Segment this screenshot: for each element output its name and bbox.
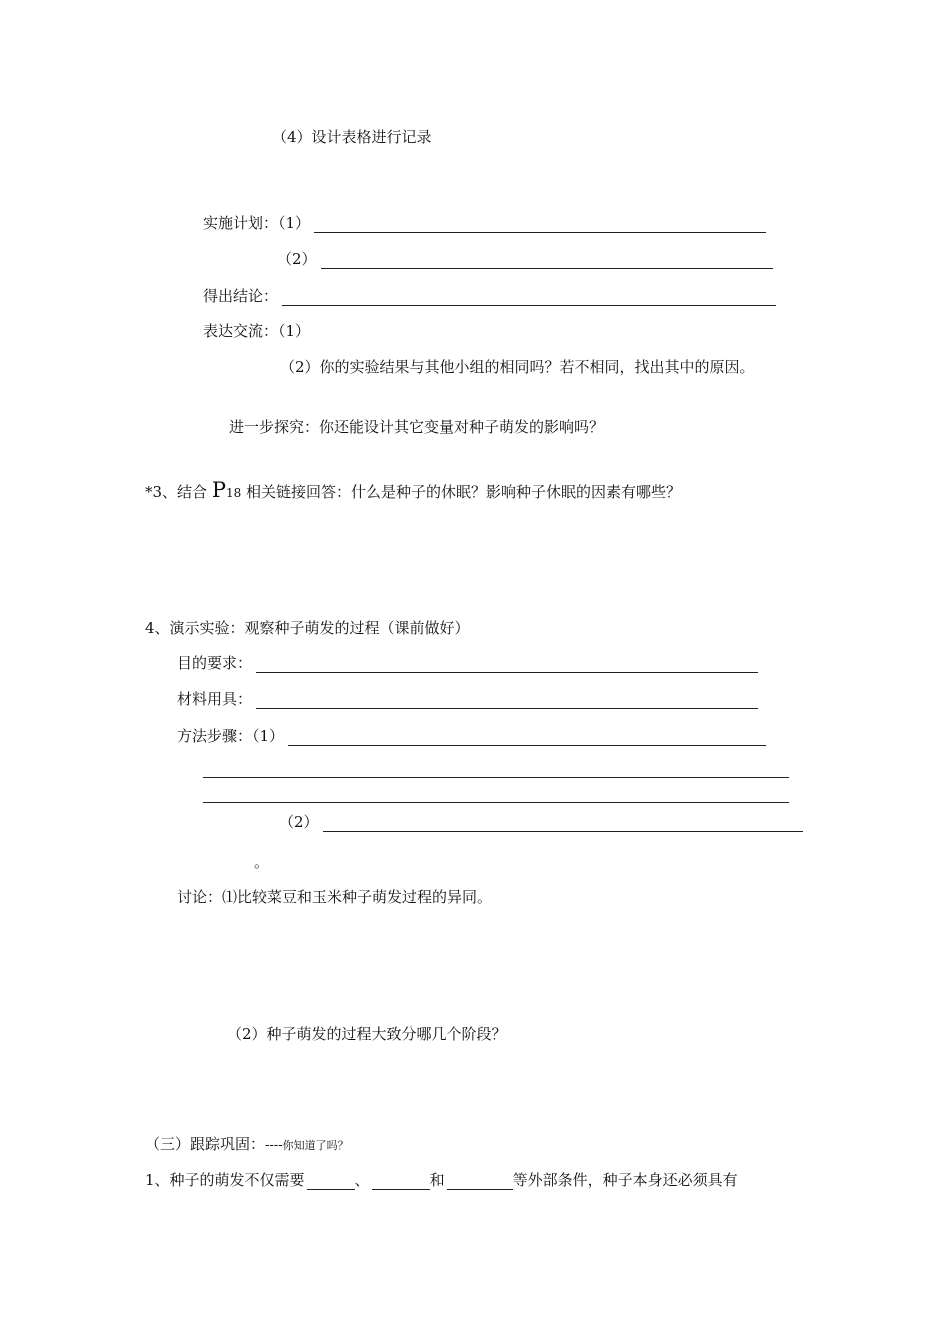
section-3-title: （三）跟踪巩固： [145, 1135, 266, 1153]
consolidation-q1 [145, 1170, 738, 1190]
conclusion-label: 得出结论： [203, 287, 279, 305]
q3-page-number: 18 [225, 486, 242, 500]
q1-text-a: 1、种子的萌发不仅需要 [145, 1171, 305, 1189]
section-3-small: 你知道了吗？ [282, 1139, 349, 1152]
discussion-2: （2）种子萌发的过程大致分哪几个阶段？ [227, 1025, 507, 1043]
express-step-2: （2）你的实验结果与其他小组的相同吗？若不相同，找出其中的原因。 [280, 358, 755, 376]
further-inquiry: 进一步探究：你还能设计其它变量对种子萌发的影响吗？ [229, 418, 605, 436]
q1-sep: 、 [354, 1171, 370, 1189]
q1-blank-3[interactable] [447, 1174, 513, 1190]
q3-prefix: *3、结合 [145, 483, 212, 501]
conclusion-row [203, 286, 776, 306]
express-step-1: 表达交流：（1） [203, 322, 311, 340]
q1-text-b: 等外部条件，种子本身还必须具有 [512, 1171, 738, 1189]
conclusion-blank[interactable] [282, 290, 776, 306]
materials-blank[interactable] [256, 693, 758, 709]
q3-suffix: 相关链接回答：什么是种子的休眠？影响种子休眠的因素有哪些？ [241, 483, 682, 501]
method-1-blank[interactable] [288, 730, 766, 746]
q1-blank-2[interactable] [372, 1174, 430, 1190]
method-period: 。 [254, 853, 270, 871]
section-3-dashes: ---- [265, 1138, 283, 1153]
question-3 [145, 480, 681, 500]
plan-2-label: （2） [277, 250, 317, 268]
plan-step-1 [203, 213, 766, 233]
purpose-blank[interactable] [256, 657, 758, 673]
question-4-title: 4、演示实验：观察种子萌发的过程（课前做好） [145, 619, 470, 637]
discussion-1: 讨论：⑴比较菜豆和玉米种子萌发过程的异同。 [177, 888, 493, 906]
purpose-label: 目的要求： [177, 654, 253, 672]
method-blank-line-2[interactable] [203, 777, 789, 778]
plan-label: 实施计划：（1） [203, 214, 311, 232]
q3-page-letter: P [211, 478, 226, 502]
method-2-label: （2） [279, 813, 319, 831]
plan-2-blank[interactable] [321, 253, 773, 269]
q1-and: 和 [429, 1171, 445, 1189]
plan-step-2 [277, 249, 773, 269]
design-table-step: （4）设计表格进行记录 [272, 128, 432, 146]
plan-1-blank[interactable] [314, 217, 766, 233]
materials-label: 材料用具： [177, 690, 253, 708]
method-blank-line-3[interactable] [203, 802, 789, 803]
purpose-row [177, 653, 758, 673]
method-2-blank[interactable] [323, 816, 803, 832]
method-label: 方法步骤：（1） [177, 727, 285, 745]
method-step-1 [177, 726, 766, 746]
materials-row [177, 689, 758, 709]
section-3-heading [145, 1134, 349, 1154]
q1-blank-1[interactable] [307, 1174, 355, 1190]
method-step-2 [279, 812, 803, 832]
